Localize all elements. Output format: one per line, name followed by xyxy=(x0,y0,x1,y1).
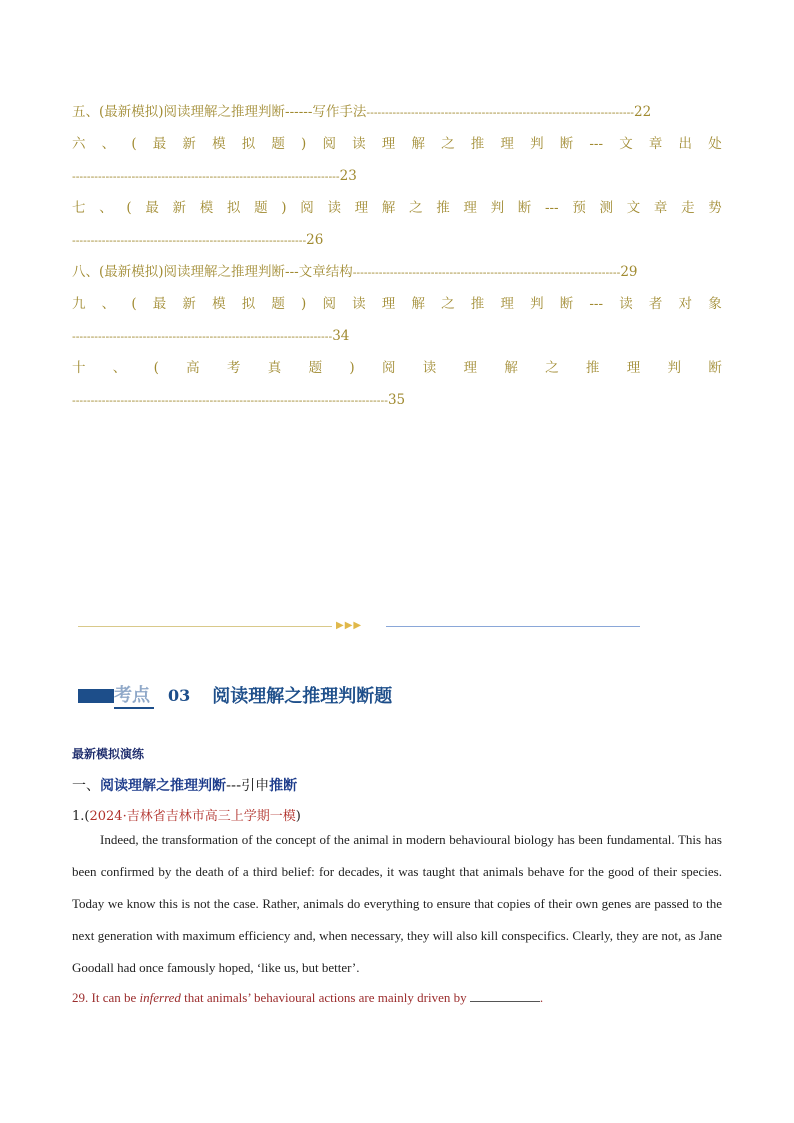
topic-heading xyxy=(78,681,392,709)
toc-char: 推 xyxy=(585,360,600,376)
toc-char: 理 xyxy=(463,200,477,216)
subheading-main: 阅读理解之推理判断 xyxy=(100,778,226,794)
toc-char: 阅 xyxy=(300,200,314,216)
toc-char: 判 xyxy=(530,296,544,312)
toc-char: 拟 xyxy=(226,200,241,216)
toc-char: 理 xyxy=(381,136,396,152)
toc-char: ) xyxy=(301,136,307,152)
question-number: 29. xyxy=(72,990,89,1005)
toc-entry-title xyxy=(72,288,722,320)
toc-char: --- xyxy=(589,296,604,312)
toc-entry-6[interactable] xyxy=(72,128,722,160)
question-pre: It can be xyxy=(91,990,140,1005)
divider-line-left xyxy=(78,626,332,627)
toc-char: 理 xyxy=(463,360,478,376)
toc-char: 推 xyxy=(470,136,485,152)
toc-char: 七 xyxy=(72,200,86,216)
reading-passage xyxy=(72,824,722,984)
toc-char: 题 xyxy=(271,296,285,312)
question-source xyxy=(72,805,301,824)
toc-entry-9[interactable] xyxy=(72,288,722,320)
toc-char: 出 xyxy=(678,136,693,152)
toc-char: 断 xyxy=(708,360,722,376)
toc-char: 模 xyxy=(212,136,226,152)
passage-paragraph: Indeed, the transformation of the concept of the animal in modern behavioural biology has been fundamental. This has been confirmed by the death of a third belief: for decades, it was taught that animals behave for the good of their species. Today we know this is not the case. Rather, animals do everything to ensure that copies of their own genes are passed to the next generation with maximum efficiency and, when necessary, they will also kill conspecifics. Clearly, they are not, as Jane Goodall had once famously hoped, ‘like us, but better’. xyxy=(72,832,722,975)
toc-char: 理 xyxy=(381,296,396,312)
toc-char: 十 xyxy=(72,360,86,376)
toc-page-number: 29 xyxy=(620,264,638,280)
toc-leader-dots: --------------------------------------------------------------- xyxy=(72,234,307,247)
toc-entry-7-dots xyxy=(72,224,722,256)
section-divider xyxy=(78,620,640,632)
toc-char: 读 xyxy=(352,136,366,152)
toc-char: 读 xyxy=(352,296,366,312)
toc-char: 文 xyxy=(619,136,633,152)
toc-page-number: 23 xyxy=(339,168,357,184)
toc-page-number: 35 xyxy=(387,392,406,408)
toc-leader-dots: ---------------------------------------------------------------------- xyxy=(72,330,333,343)
toc-leader-dots: ------------------------------------------------------------------------------------- xyxy=(72,394,388,407)
toc-leader-dots: ------------------------------------------------------------------------ xyxy=(72,170,340,183)
toc-char: ) xyxy=(281,200,287,216)
toc-char: 六 xyxy=(72,136,86,152)
toc-char: 势 xyxy=(708,200,722,216)
toc-char: 理 xyxy=(626,360,641,376)
toc-char: 之 xyxy=(545,360,559,376)
toc-page-number: 22 xyxy=(634,104,652,120)
heading-number: 03 xyxy=(168,685,191,705)
toc-entry-6-dots xyxy=(72,160,722,192)
toc-char: 预 xyxy=(572,200,586,216)
toc-char: 理 xyxy=(500,136,514,152)
toc-char: 、 xyxy=(112,360,127,376)
toc-leader-dots: ------------------------------------------------------------------------ xyxy=(366,106,635,119)
toc-char: 读 xyxy=(422,360,437,376)
toc-char: 断 xyxy=(559,296,574,312)
toc-entry-title: 五、(最新模拟)阅读理解之推理判断------写作手法 xyxy=(72,104,367,120)
toc-page-number: 26 xyxy=(306,232,324,248)
toc-char: ( xyxy=(126,200,132,216)
toc-char: --- xyxy=(544,200,559,216)
toc-char: 章 xyxy=(653,200,668,216)
toc-char: 推 xyxy=(436,200,450,216)
toc-char: 走 xyxy=(681,200,695,216)
toc-char: 断 xyxy=(517,200,532,216)
toc-entry-title xyxy=(72,192,722,224)
toc-char: 推 xyxy=(470,296,485,312)
toc-char: 、 xyxy=(99,200,113,216)
toc-char: 断 xyxy=(559,136,574,152)
source-close: ) xyxy=(295,809,301,824)
toc-char: 理 xyxy=(500,296,514,312)
answer-blank[interactable] xyxy=(470,989,540,1002)
source-text: 2024·吉林省吉林市高三上学期一模 xyxy=(89,809,296,824)
question-29 xyxy=(72,989,543,1006)
toc-char: 象 xyxy=(708,296,722,312)
toc-char: 题 xyxy=(254,200,268,216)
toc-char: 之 xyxy=(441,136,455,152)
toc-char: 读 xyxy=(619,296,633,312)
toc-char: 拟 xyxy=(241,296,256,312)
question-italic: inferred xyxy=(139,990,181,1005)
section-label: 最新模拟演练 xyxy=(72,747,145,761)
toc-char: 高 xyxy=(186,360,200,376)
toc-char: 新 xyxy=(182,296,196,312)
toc-char: 拟 xyxy=(241,136,256,152)
heading-title: 阅读理解之推理判断题 xyxy=(212,686,393,707)
toc-char: 阅 xyxy=(381,360,396,376)
toc-char: 九 xyxy=(72,296,86,312)
toc-entry-10[interactable] xyxy=(72,352,722,384)
toc-char: 章 xyxy=(648,136,663,152)
toc-char: 最 xyxy=(145,200,159,216)
divider-line-right xyxy=(386,626,640,627)
toc-char: 解 xyxy=(411,136,425,152)
toc-char: 解 xyxy=(411,296,425,312)
toc-char: 新 xyxy=(172,200,187,216)
heading-label: 考点 xyxy=(114,681,154,709)
toc-char: 、 xyxy=(101,296,116,312)
toc-char: 文 xyxy=(626,200,641,216)
toc-char: 新 xyxy=(182,136,196,152)
toc-char: 判 xyxy=(530,136,544,152)
toc-char: 之 xyxy=(441,296,455,312)
toc-entry-title: 八、(最新模拟)阅读理解之推理判断---文章结构 xyxy=(72,264,353,280)
toc-char: 之 xyxy=(409,200,423,216)
table-of-contents xyxy=(72,96,722,416)
toc-char: 、 xyxy=(101,136,116,152)
question-number: 1.( xyxy=(72,809,90,824)
toc-char: 模 xyxy=(199,200,214,216)
toc-char: 读 xyxy=(327,200,341,216)
question-post: that animals’ behavioural actions are mainly driven by xyxy=(180,990,467,1005)
toc-char: 阅 xyxy=(322,136,336,152)
toc-char: 题 xyxy=(308,360,323,376)
toc-entry-title xyxy=(72,128,722,160)
toc-char: --- xyxy=(589,136,604,152)
toc-char: 处 xyxy=(708,136,722,152)
toc-char: 题 xyxy=(271,136,285,152)
toc-char: 测 xyxy=(599,200,613,216)
toc-entry-title xyxy=(72,352,722,384)
toc-char: ) xyxy=(301,296,307,312)
toc-char: 阅 xyxy=(322,296,336,312)
question-end: . xyxy=(539,990,544,1005)
toc-char: 解 xyxy=(504,360,518,376)
toc-char: ( xyxy=(153,360,159,376)
toc-entry-8[interactable] xyxy=(72,256,722,288)
toc-char: 理 xyxy=(354,200,369,216)
subheading xyxy=(72,775,297,795)
toc-page-number: 34 xyxy=(332,328,350,344)
toc-char: ( xyxy=(131,136,137,152)
toc-entry-9-dots xyxy=(72,320,722,352)
toc-char: 判 xyxy=(667,360,682,376)
toc-char: 最 xyxy=(152,136,167,152)
subheading-tail: 推断 xyxy=(269,778,298,794)
toc-char: 解 xyxy=(381,200,396,216)
toc-char: 对 xyxy=(678,296,693,312)
toc-char: 模 xyxy=(212,296,226,312)
toc-leader-dots: ------------------------------------------------------------------------ xyxy=(352,266,621,279)
subheading-prefix: 一、 xyxy=(72,778,100,794)
heading-bar-icon xyxy=(78,689,114,703)
toc-char: 真 xyxy=(267,360,282,376)
divider-arrows-icon: ▶▶▶ xyxy=(336,620,363,631)
subheading-dash: ---引申 xyxy=(226,778,270,794)
toc-char: 最 xyxy=(152,296,167,312)
toc-entry-10-dots xyxy=(72,384,722,416)
toc-char: 考 xyxy=(226,360,241,376)
toc-char: ) xyxy=(349,360,355,376)
toc-char: ( xyxy=(131,296,137,312)
toc-char: 者 xyxy=(648,296,663,312)
toc-entry-7[interactable] xyxy=(72,192,722,224)
toc-entry-5[interactable] xyxy=(72,96,722,128)
toc-char: 判 xyxy=(490,200,505,216)
